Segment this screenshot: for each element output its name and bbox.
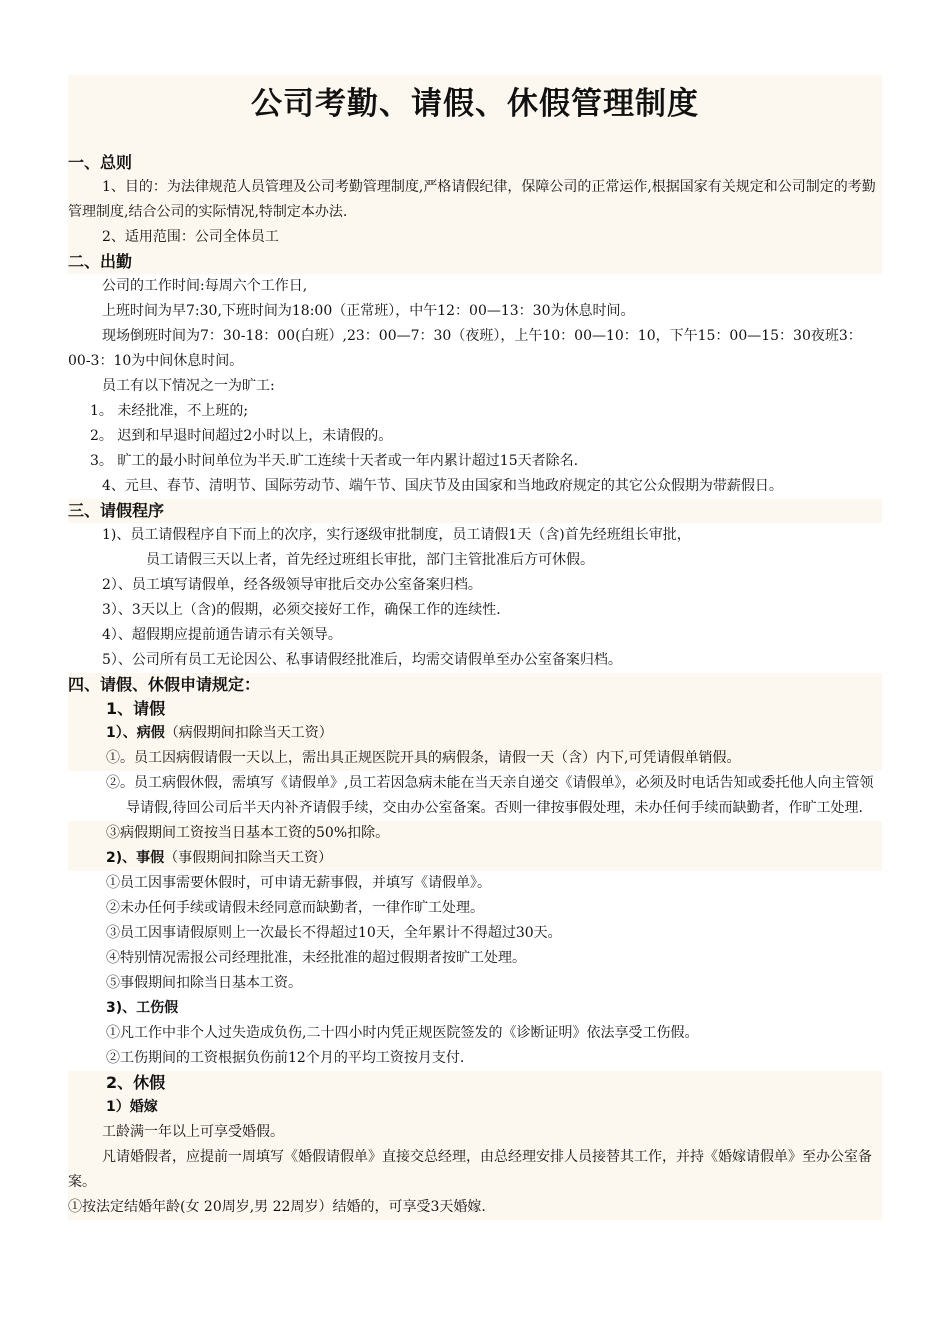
- paragraph: 1、目的：为法律规范人员管理及公司考勤管理制度,严格请假纪律，保障公司的正常运作,根据国家有关规定和公司制定的考勤管理制度,结合公司的实际情况,特制定本办法.: [68, 179, 876, 220]
- personal-leave-body: [68, 871, 882, 1071]
- list-item: ②工伤期间的工资根据负伤前12个月的平均工资按月支付.: [106, 1050, 465, 1066]
- injury-leave-heading: [68, 996, 882, 1021]
- paragraph: 2）、员工填写请假单，经各级领导审批后交办公室备案归档。: [102, 577, 482, 593]
- section-attendance-body: [68, 274, 882, 499]
- leave-band: [68, 821, 882, 871]
- list-item: ③病假期间工资按当日基本工资的50%扣除。: [106, 825, 390, 841]
- paragraph: 工龄满一年以上可享受婚假。: [102, 1124, 284, 1140]
- subsection-heading: 2、休假: [106, 1073, 166, 1092]
- list-item: ⑤事假期间扣除当日基本工资。: [106, 975, 302, 991]
- paragraph: 凡请婚假者，应提前一周填写《婚假请假单》直接交总经理，由总经理安排人员接替其工作，并持《婚嫁请假单》至办公室备案。: [68, 1149, 872, 1190]
- sick-leave-body: [68, 771, 882, 821]
- section-heading: 二、出勤: [68, 252, 133, 271]
- paragraph: 4、元旦、春节、清明节、国际劳动节、端午节、国庆节及由国家和当地政府规定的其它公众假期为带薪假日。: [102, 478, 783, 494]
- list-item: ①按法定结婚年龄(女 20周岁,男 22周岁）结婚的，可享受3天婚嫁.: [68, 1199, 486, 1215]
- sick-leave-note: （病假期间扣除当天工资）: [164, 725, 333, 741]
- sick-leave-heading: [68, 721, 882, 746]
- list-item: ①凡工作中非个人过失造成负伤,二十四小时内凭正规医院签发的《诊断证明》依法享受工伤假。: [106, 1025, 699, 1041]
- section-attendance: [68, 250, 882, 274]
- personal-leave-label: 2)、事假: [106, 850, 165, 866]
- paragraph: 1)、员工请假程序自下而上的次序，实行逐级审批制度，员工请假1天（含)首先经班组长审批，: [102, 527, 691, 543]
- paragraph: 上班时间为早7:30,下班时间为18:00（正常班），中午12：00—13：30为休息时间。: [102, 303, 635, 319]
- section-leave-procedure-body: [68, 523, 882, 673]
- section-heading: 四、请假、休假申请规定：: [68, 675, 261, 694]
- paragraph: 公司的工作时间:每周六个工作日,: [102, 278, 308, 294]
- vacation-band: [68, 1071, 882, 1220]
- document-title: 公司考勤、请假、休假管理制度: [68, 75, 882, 151]
- list-item: 1。 未经批准，不上班的;: [90, 403, 249, 419]
- section-leave-rules: [68, 673, 882, 771]
- personal-leave-note: （事假期间扣除当天工资）: [164, 850, 333, 866]
- injury-leave-label: 3)、工伤假: [106, 1000, 179, 1016]
- paragraph: 员工有以下情况之一为旷工:: [102, 378, 275, 394]
- list-item: 3。 旷工的最小时间单位为半天.旷工连续十天者或一年内累计超过15天者除名.: [90, 453, 579, 469]
- marriage-leave-heading: [68, 1095, 882, 1120]
- list-item: ①。员工因病假请假一天以上，需出具正规医院开具的病假条，请假一天（含）内下,可凭请假单销假。: [106, 750, 741, 766]
- list-item: ②。员工病假休假，需填写《请假单》,员工若因急病未能在当天亲自递交《请假单》，必须及时电话告知或委托他人向主管领导请假,待回公司后半天内补齐请假手续，交由办公室备案。否则一律按事假处理，未办任何手续而缺勤者，作旷工处理.: [106, 775, 874, 816]
- section-heading: 三、请假程序: [68, 501, 165, 520]
- sick-leave-label: 1）、病假: [106, 725, 165, 741]
- paragraph: 4）、超假期应提前通告请示有关领导。: [102, 627, 342, 643]
- list-item: ④特别情况需报公司经理批准，未经批准的超过假期者按旷工处理。: [106, 950, 526, 966]
- paragraph: 5）、公司所有员工无论因公、私事请假经批准后，均需交请假单至办公室备案归档。: [102, 652, 622, 668]
- personal-leave-heading: [68, 846, 882, 871]
- paragraph: 2、适用范围：公司全体员工: [102, 229, 279, 245]
- section-heading: 一、总则: [68, 153, 133, 172]
- paragraph: 员工请假三天以上者，首先经过班组长审批，部门主管批准后方可休假。: [146, 552, 594, 568]
- list-item: ①员工因事需要休假时，可申请无薪事假，并填写《请假单》。: [106, 875, 491, 891]
- paragraph: 3）、3天以上（含)的假期，必须交接好工作，确保工作的连续性.: [102, 602, 501, 618]
- subsection-heading: 1、请假: [106, 699, 166, 718]
- list-item: ③员工因事请假原则上一次最长不得超过10天，全年累计不得超过30天。: [106, 925, 562, 941]
- section-general: [68, 151, 882, 250]
- document-page: [68, 75, 882, 1220]
- list-item: 2。 迟到和早退时间超过2小时以上，未请假的。: [90, 428, 393, 444]
- section-leave-procedure: [68, 499, 882, 523]
- paragraph: 现场倒班时间为7：30-18：00(白班）,23：00—7：30（夜班），上午10：00—10：10，下午15：00—15：30夜班3：00-3：10为中间休息时间。: [68, 328, 862, 369]
- list-item: ②未办任何手续或请假未经同意而缺勤者，一律作旷工处理。: [106, 900, 484, 916]
- marriage-leave-label: 1）婚嫁: [106, 1099, 158, 1115]
